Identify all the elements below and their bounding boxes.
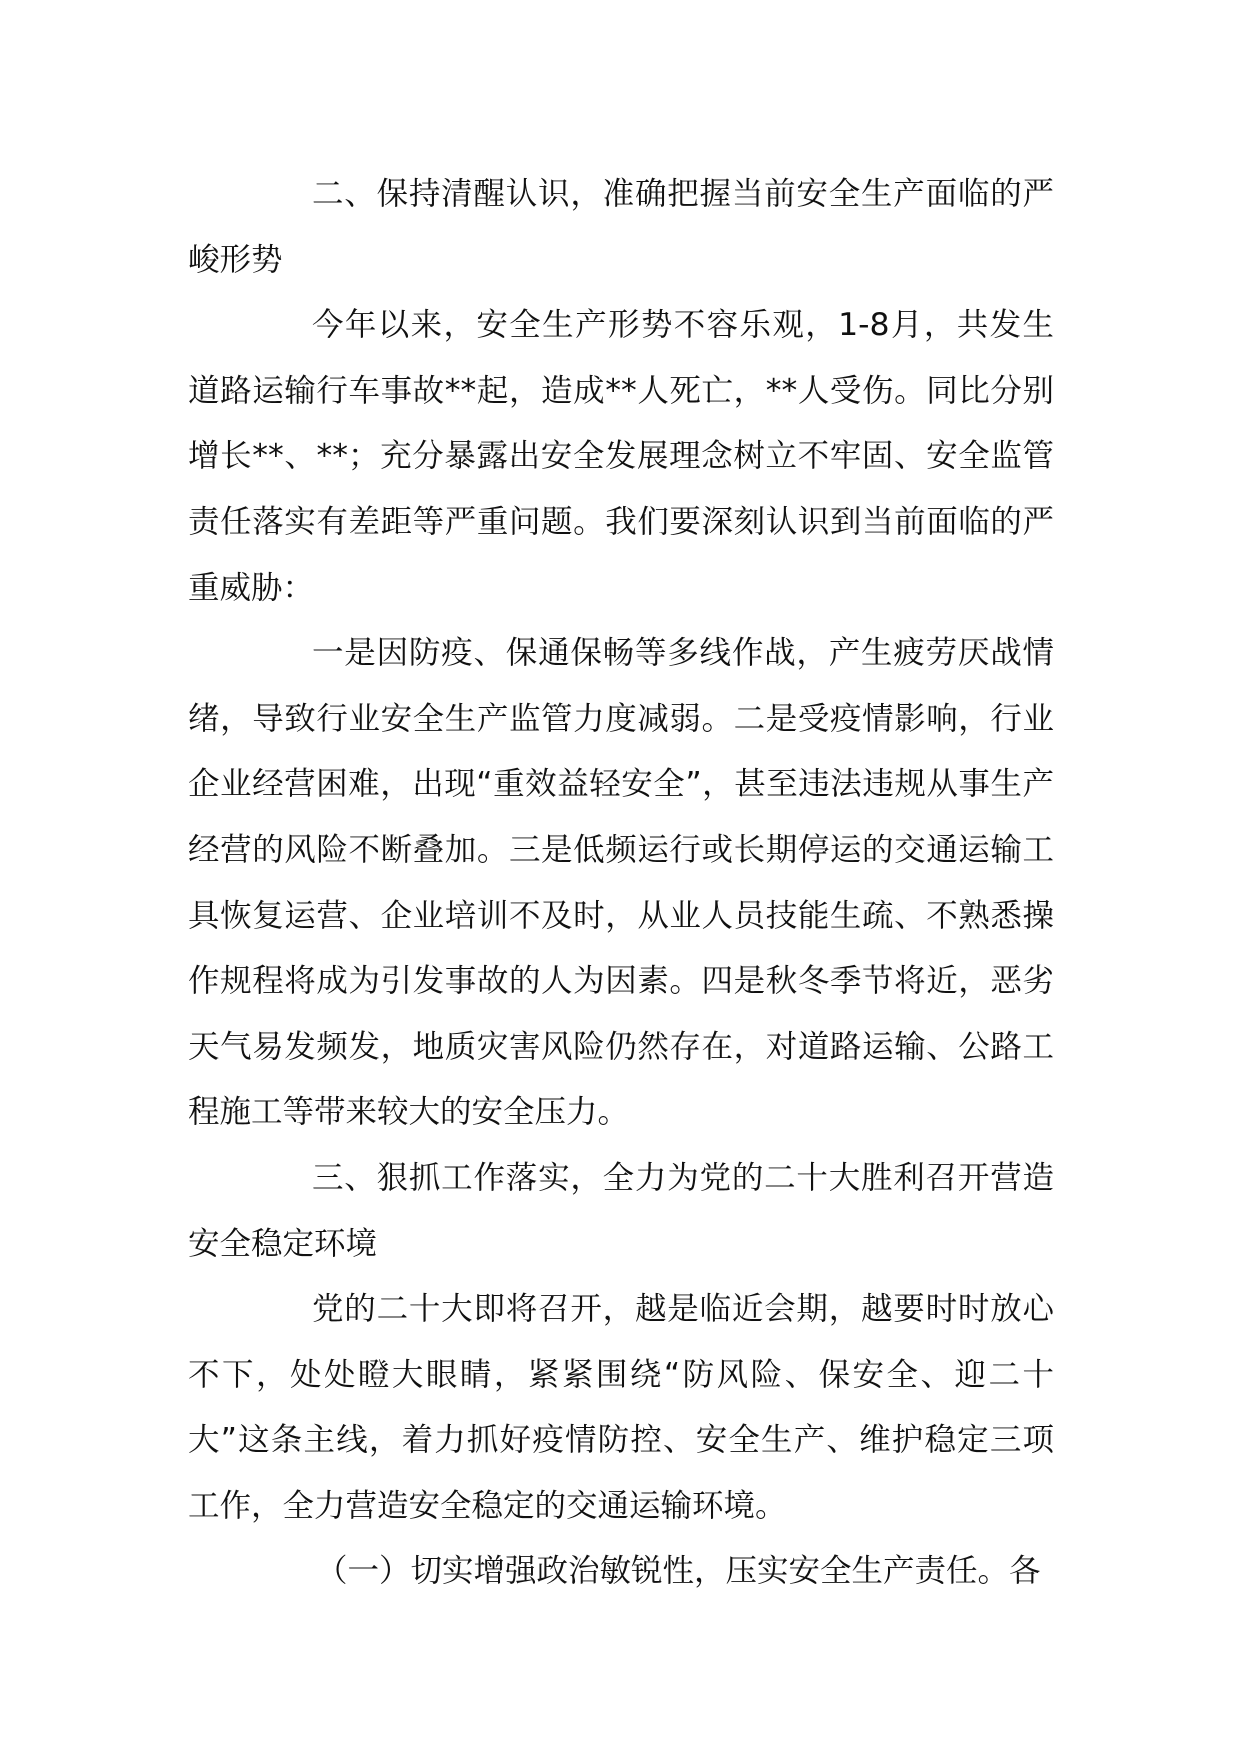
body-paragraph-situation: 今年以来，安全生产形势不容乐观，1-8月，共发生道路运输行车事故**起，造成**人死亡，**人受伤。同比分别增长**、**；充分暴露出安全发展理念树立不牢固、安全监管责任落实有差距等严重问题。我们要深刻认识到当前面临的严重威胁：: [188, 307, 1054, 606]
body-paragraph-threats: 一是因防疫、保通保畅等多线作战，产生疲劳厌战情绪，导致行业安全生产监管力度减弱。二是受疫情影响，行业企业经营困难，出现“重效益轻安全”，甚至违法违规从事生产经营的风险不断叠加。三是低频运行或长期停运的交通运输工具恢复运营、企业培训不及时，从业人员技能生疏、不熟悉操作规程将成为引发事故的人为因素。四是秋冬季节将近，恶劣天气易发频发，地质灾害风险仍然存在，对道路运输、公路工程施工等带来较大的安全压力。: [188, 635, 1054, 1131]
document-body: [188, 162, 1054, 1605]
section-heading-2: 二、保持清醒认识，准确把握当前安全生产面临的严峻形势: [188, 176, 1054, 278]
section-heading-3: 三、狠抓工作落实，全力为党的二十大胜利召开营造安全稳定环境: [188, 1159, 1054, 1262]
sub-heading-1: （一）切实增强政治敏锐性，压实安全生产责任。各: [316, 1553, 1041, 1590]
body-paragraph-congress: 党的二十大即将召开，越是临近会期，越要时时放心不下，处处瞪大眼睛，紧紧围绕“防风险、保安全、迎二十大”这条主线，着力抓好疫情防控、安全生产、维护稳定三项工作，全力营造安全稳定的交通运输环境。: [188, 1291, 1054, 1524]
